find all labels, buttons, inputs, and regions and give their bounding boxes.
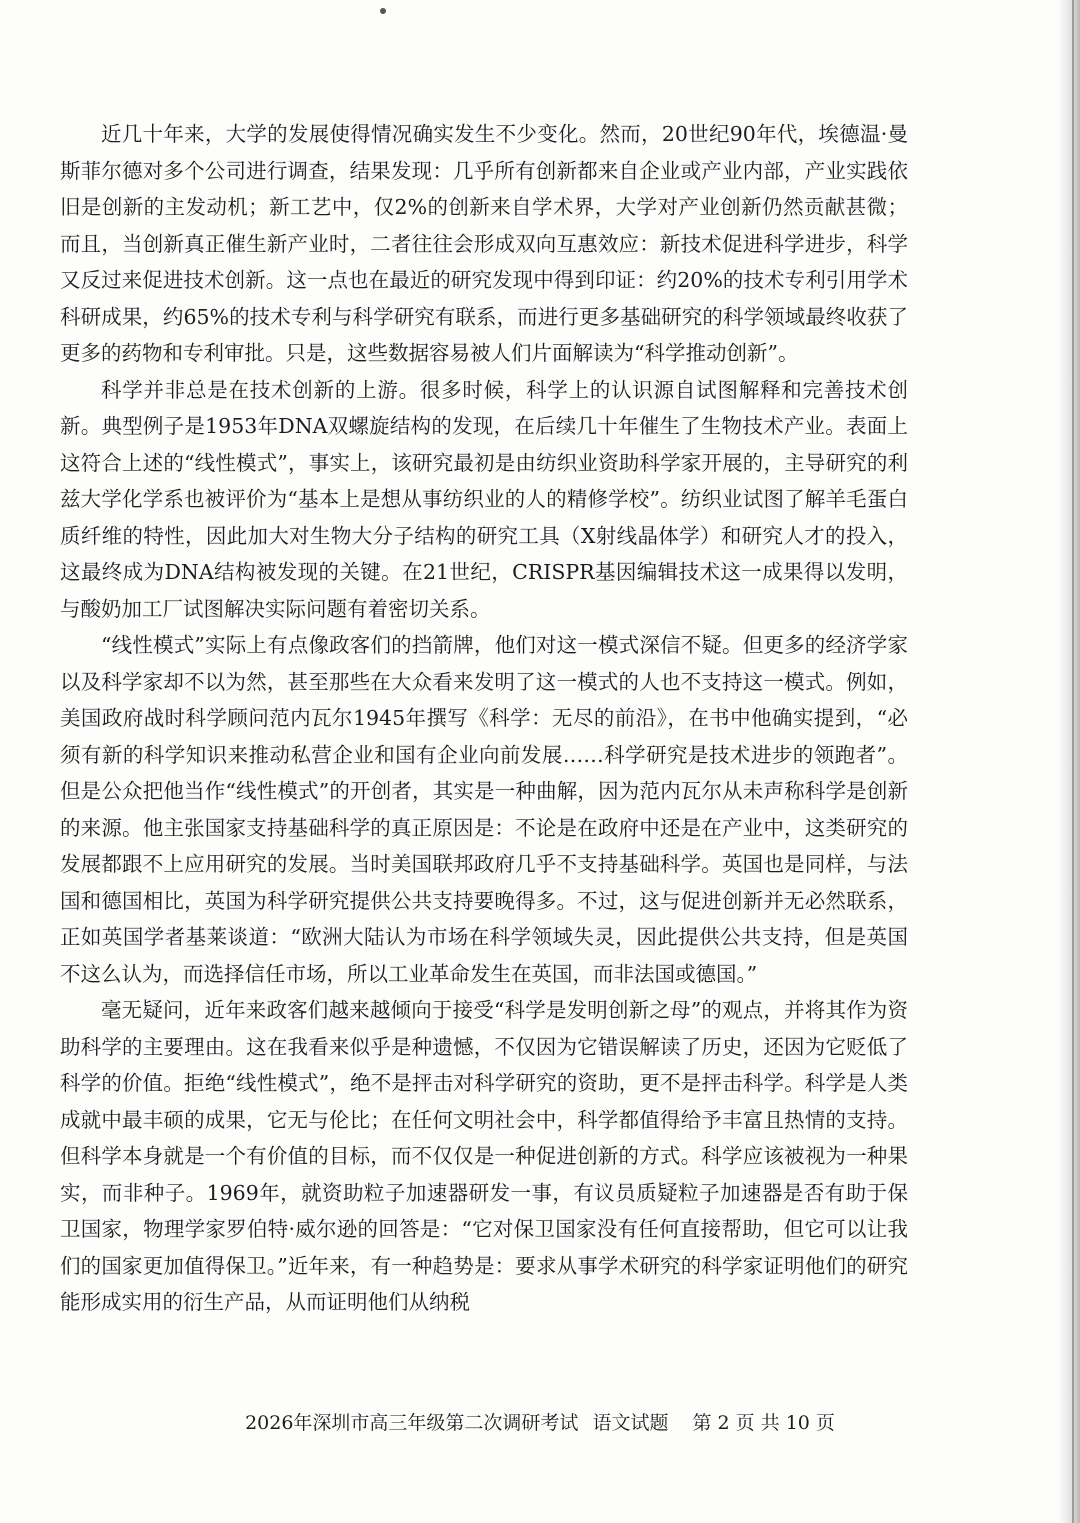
scan-speck bbox=[380, 8, 386, 14]
scan-edge-line bbox=[1072, 0, 1074, 1523]
exam-title: 2026年深圳市高三年级第二次调研考试 bbox=[245, 1412, 579, 1434]
paragraph-2: 科学并非总是在技术创新的上游。很多时候，科学上的认识源自试图解释和完善技术创新。典型例子是1953年DNA双螺旋结构的发现，在后续几十年催生了生物技术产业。表面上这符合上述的“线性模式”，事实上，该研究最初是由纺织业资助科学家开展的，主导研究的利兹大学化学系也被评价为“基本上是想从事纺织业的人的精修学校”。纺织业试图了解羊毛蛋白质纤维的特性，因此加大对生物大分子结构的研究工具（X射线晶体学）和研究人才的投入，这最终成为DNA结构被发现的关键。在21世纪，CRISPR基因编辑技术这一成果得以发明，与酸奶加工厂试图解决实际问题有着密切关系。 bbox=[60, 377, 908, 621]
page-number: 第 2 页 共 10 页 bbox=[692, 1412, 835, 1434]
article-body bbox=[60, 116, 908, 1321]
subject-label: 语文试题 bbox=[592, 1412, 669, 1434]
paragraph-4: 毫无疑问，近年来政客们越来越倾向于接受“科学是发明创新之母”的观点，并将其作为资助科学的主要理由。这在我看来似乎是种遗憾，不仅因为它错误解读了历史，还因为它贬低了科学的价值。拒绝“线性模式”，绝不是抨击对科学研究的资助，更不是抨击科学。科学是人类成就中最丰硕的成果，它无与伦比；在任何文明社会中，科学都值得给予丰富且热情的支持。但科学本身就是一个有价值的目标，而不仅仅是一种促进创新的方式。科学应该被视为一种果实，而非种子。1969年，就资助粒子加速器研发一事，有议员质疑粒子加速器是否有助于保卫国家，物理学家罗伯特·威尔逊的回答是：“它对保卫国家没有任何直接帮助，但它可以让我们的国家更加值得保卫。”近年来，有一种趋势是：要求从事学术研究的科学家证明他们的研究能形成实用的衍生产品，从而证明他们从纳税 bbox=[60, 998, 908, 1314]
paragraph-3: “线性模式”实际上有点像政客们的挡箭牌，他们对这一模式深信不疑。但更多的经济学家以及科学家却不以为然，甚至那些在大众看来发明了这一模式的人也不支持这一模式。例如，美国政府战时科学顾问范内瓦尔1945年撰写《科学：无尽的前沿》，在书中他确实提到，“必须有新的科学知识来推动私营企业和国有企业向前发展……科学研究是技术进步的领跑者”。但是公众把他当作“线性模式”的开创者，其实是一种曲解，因为范内瓦尔从未声称科学是创新的来源。他主张国家支持基础科学的真正原因是：不论是在政府中还是在产业中，这类研究的发展都跟不上应用研究的发展。当时美国联邦政府几乎不支持基础科学。英国也是同样，与法国和德国相比，英国为科学研究提供公共支持要晚得多。不过，这与促进创新并无必然联系，正如英国学者基莱谈道：“欧洲大陆认为市场在科学领域失灵，因此提供公共支持，但是英国不这么认为，而选择信任市场，所以工业革命发生在英国，而非法国或德国。” bbox=[60, 633, 908, 986]
scan-edge-shadow bbox=[1058, 0, 1080, 1523]
paragraph-1: 近几十年来，大学的发展使得情况确实发生不少变化。然而，20世纪90年代，埃德温·曼斯菲尔德对多个公司进行调查，结果发现：几乎所有创新都来自企业或产业内部，产业实践依旧是创新的主发动机；新工艺中，仅2%的创新来自学术界，大学对产业创新仍然贡献甚微；而且，当创新真正催生新产业时，二者往往会形成双向互惠效应：新技术促进科学进步，科学又反过来促进技术创新。这一点也在最近的研究发现中得到印证：约20%的技术专利引用学术科研成果，约65%的技术专利与科学研究有联系，而进行更多基础研究的科学领域最终收获了更多的药物和专利审批。只是，这些数据容易被人们片面解读为“科学推动创新”。 bbox=[60, 122, 908, 365]
page-footer bbox=[0, 1409, 1080, 1437]
